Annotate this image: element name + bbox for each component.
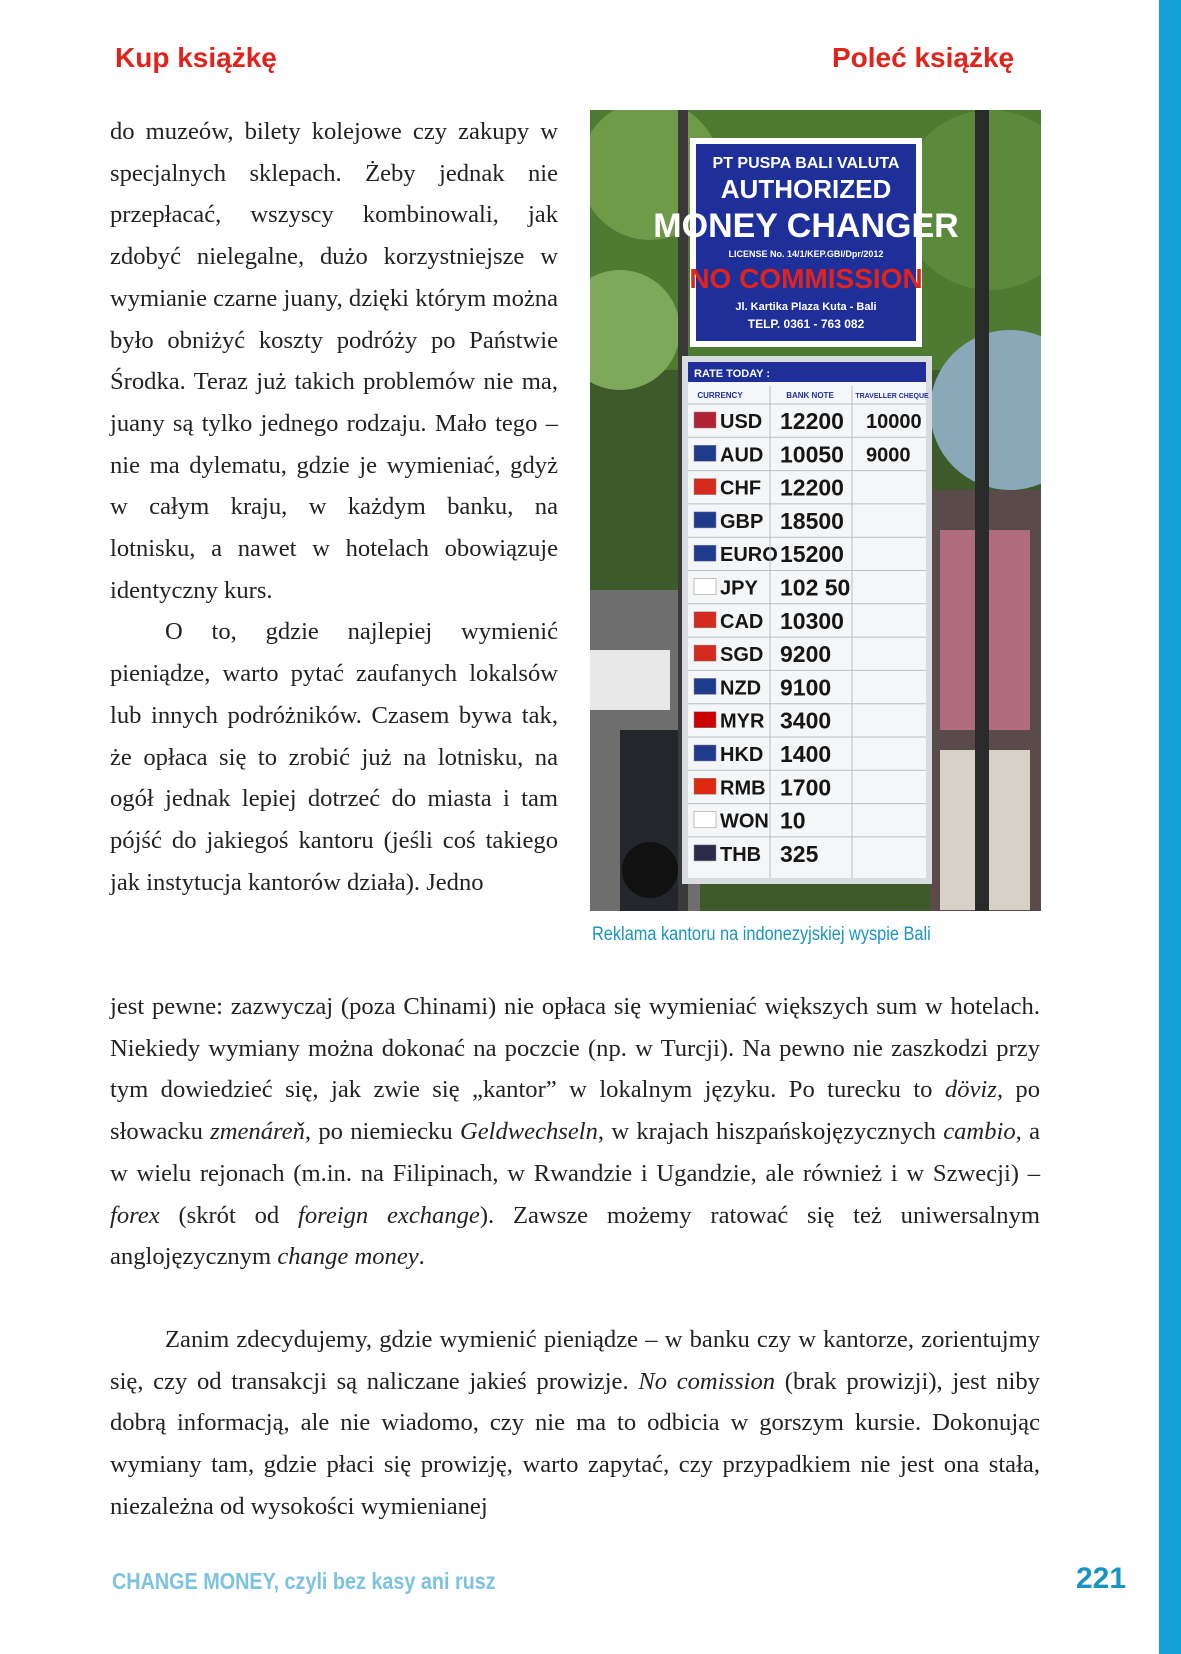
sign-line-3: MONEY CHANGER (653, 207, 959, 245)
currency-flag-icon (694, 645, 716, 661)
money-changer-photo (590, 110, 1041, 911)
banknote-rate: 15200 (780, 541, 844, 568)
currency-flag-icon (694, 712, 716, 728)
sign-telephone: TELP. 0361 - 763 082 (747, 317, 865, 331)
currency-flag-icon (694, 845, 716, 861)
currency-code: WON (720, 810, 769, 833)
currency-flag-icon (694, 745, 716, 761)
currency-code: THB (720, 843, 762, 866)
currency-code: JPY (720, 577, 758, 600)
currency-flag-icon (694, 445, 716, 461)
footer-title-sub: czyli bez kasy ani rusz (279, 1568, 496, 1594)
term-change-money: change money (277, 1243, 419, 1271)
currency-flag-icon (694, 812, 716, 828)
term-forex: forex (110, 1201, 160, 1229)
text-run: ). Zawsze możemy ratować się też uniwersalnym anglojęzycznym (110, 1201, 1040, 1271)
sign-no-commission: NO COMMISSION (689, 263, 923, 294)
rate-today-label: RATE TODAY : (694, 368, 770, 380)
footer-title-main: CHANGE MONEY, (112, 1568, 280, 1594)
banknote-rate: 10050 (780, 441, 844, 468)
currency-code: NZD (720, 677, 762, 700)
term-slovak: zmenáreň, (210, 1118, 312, 1146)
currency-flag-icon (694, 579, 716, 595)
term-spanish: cambio, (943, 1118, 1022, 1146)
sign-line-2: AUTHORIZED (720, 174, 892, 204)
banknote-rate: 1400 (780, 741, 832, 767)
text-run: Zanim zdecydujemy, gdzie wymienić pieniądze – w banku czy w kantorze, zorientujmy się, czy od transakcji są naliczane jakieś prowizje. (110, 1326, 1040, 1395)
text-run: a w wielu rejonach (m.in. na Filipinach, w Rwandzie i Ugandzie, ale również i w Szwecji) – (110, 1118, 1040, 1187)
cheque-rate: 9000 (866, 444, 911, 467)
banknote-rate: 3400 (780, 707, 832, 734)
sign-line-1: PT PUSPA BALI VALUTA (712, 155, 900, 172)
currency-code: SGD (720, 644, 764, 667)
col-banknote: BANK NOTE (786, 391, 834, 400)
term-german: Geldwechseln (459, 1118, 598, 1146)
text-run: po słowacku (110, 1076, 1040, 1146)
currency-flag-icon (694, 612, 716, 628)
currency-code: AUD (720, 444, 764, 467)
currency-flag-icon (694, 412, 716, 428)
banknote-rate: 10300 (780, 607, 844, 634)
text-run: , w krajach hiszpańskojęzycznych (597, 1118, 944, 1146)
currency-flag-icon (694, 512, 716, 528)
banknote-rate: 10 (780, 807, 806, 834)
text-run: jest pewne: zazwyczaj (poza Chinami) nie opłaca się wymieniać większych sum w hotelach. Niekiedy wymiany można dokonać na poczcie (np. w Turcji). Na pewno nie zaszkodzi przy tym dowiedzieć się, jak zwie się „kantor” w lokalnym języku. Po turecku to (110, 993, 1040, 1104)
currency-code: GBP (720, 510, 764, 533)
banknote-rate: 18500 (780, 507, 844, 534)
banknote-rate: 9100 (780, 674, 832, 701)
text-run: po niemiecku (311, 1118, 460, 1146)
text-run: . (418, 1243, 425, 1271)
side-strip (1159, 0, 1181, 1654)
banknote-rate: 102 50 (780, 574, 851, 601)
paragraph-2-continuation (110, 986, 1040, 1278)
currency-code: RMB (720, 777, 766, 800)
text-run: (brak prowizji), jest niby dobrą informacją, ale nie wiadomo, czy nie ma to odbicia w gorszym kursie. Dokonując wymiany tam, gdzie płaci się prowizję, warto zapytać, czy przypadkiem nie jest ona stała, niezależna od wysokości wymienianej (110, 1367, 1040, 1520)
running-footer-title (112, 1568, 496, 1595)
banknote-rate: 1700 (780, 774, 832, 801)
currency-code: USD (720, 411, 763, 433)
cheque-rate: 10000 (866, 411, 922, 433)
photo-caption: Reklama kantoru na indonezyjskiej wyspie Bali (592, 924, 931, 945)
currency-flag-icon (694, 479, 716, 495)
currency-code: EURO (720, 544, 778, 567)
buy-book-link[interactable]: Kup książkę (115, 42, 277, 73)
currency-flag-icon (694, 778, 716, 794)
paragraph-narrow (110, 111, 558, 903)
text-run: (skrót od (159, 1201, 299, 1229)
banknote-rate: 9200 (780, 641, 832, 668)
currency-code: CAD (720, 610, 764, 633)
sign-license: LICENSE No. 14/1/KEP.GBI/Dpr/2012 (728, 249, 884, 259)
col-cheque: TRAVELLER CHEQUE (855, 393, 929, 400)
banknote-rate: 325 (780, 840, 819, 867)
banknote-rate: 12200 (780, 474, 844, 501)
paragraph-2-start: O to, gdzie najlepiej wymienić pieniądze, warto pytać zaufanych lokalsów lub innych podróżników. Czasem bywa tak, że opłaca się to zrobić już na lotnisku, na ogół jednak lepiej dotrzeć do miasta i tam pójść do jakiegoś kantoru (jeśli coś takiego jak instytucja kantorów działa). Jedno (110, 618, 558, 896)
currency-code: MYR (720, 710, 765, 733)
banknote-rate: 12200 (780, 408, 844, 434)
col-currency: CURRENCY (697, 391, 743, 400)
term-no-comission: No comission (638, 1367, 776, 1395)
currency-code: CHF (720, 477, 762, 500)
currency-code: HKD (720, 744, 764, 766)
currency-flag-icon (694, 678, 716, 694)
currency-flag-icon (694, 545, 716, 561)
page-number: 221 (1076, 1562, 1127, 1595)
recommend-book-link[interactable]: Poleć książkę (832, 42, 1015, 73)
term-turkish: döviz, (944, 1076, 1003, 1104)
paragraph-1-text: do muzeów, bilety kolejowe czy zakupy w specjalnych sklepach. Żeby jednak nie przepłacać, wszyscy kombinowali, jak zdobyć nielegalne, dużo korzystniejsze w wymianie czarne juany, dzięki którym można było obniżyć koszty podróży po Państwie Środka. Teraz już takich problemów nie ma, juany są tylko jednego rodzaju. Mało tego – nie ma dylematu, gdzie je wymieniać, gdyż w całym kraju, w każdym banku, na lotnisku, a nawet w hotelach obowiązuje identyczny kurs. (110, 118, 558, 604)
sign-address: Jl. Kartika Plaza Kuta - Bali (735, 301, 877, 313)
term-foreign-exchange: foreign exchange (298, 1201, 480, 1229)
paragraph-3 (110, 1319, 1040, 1528)
